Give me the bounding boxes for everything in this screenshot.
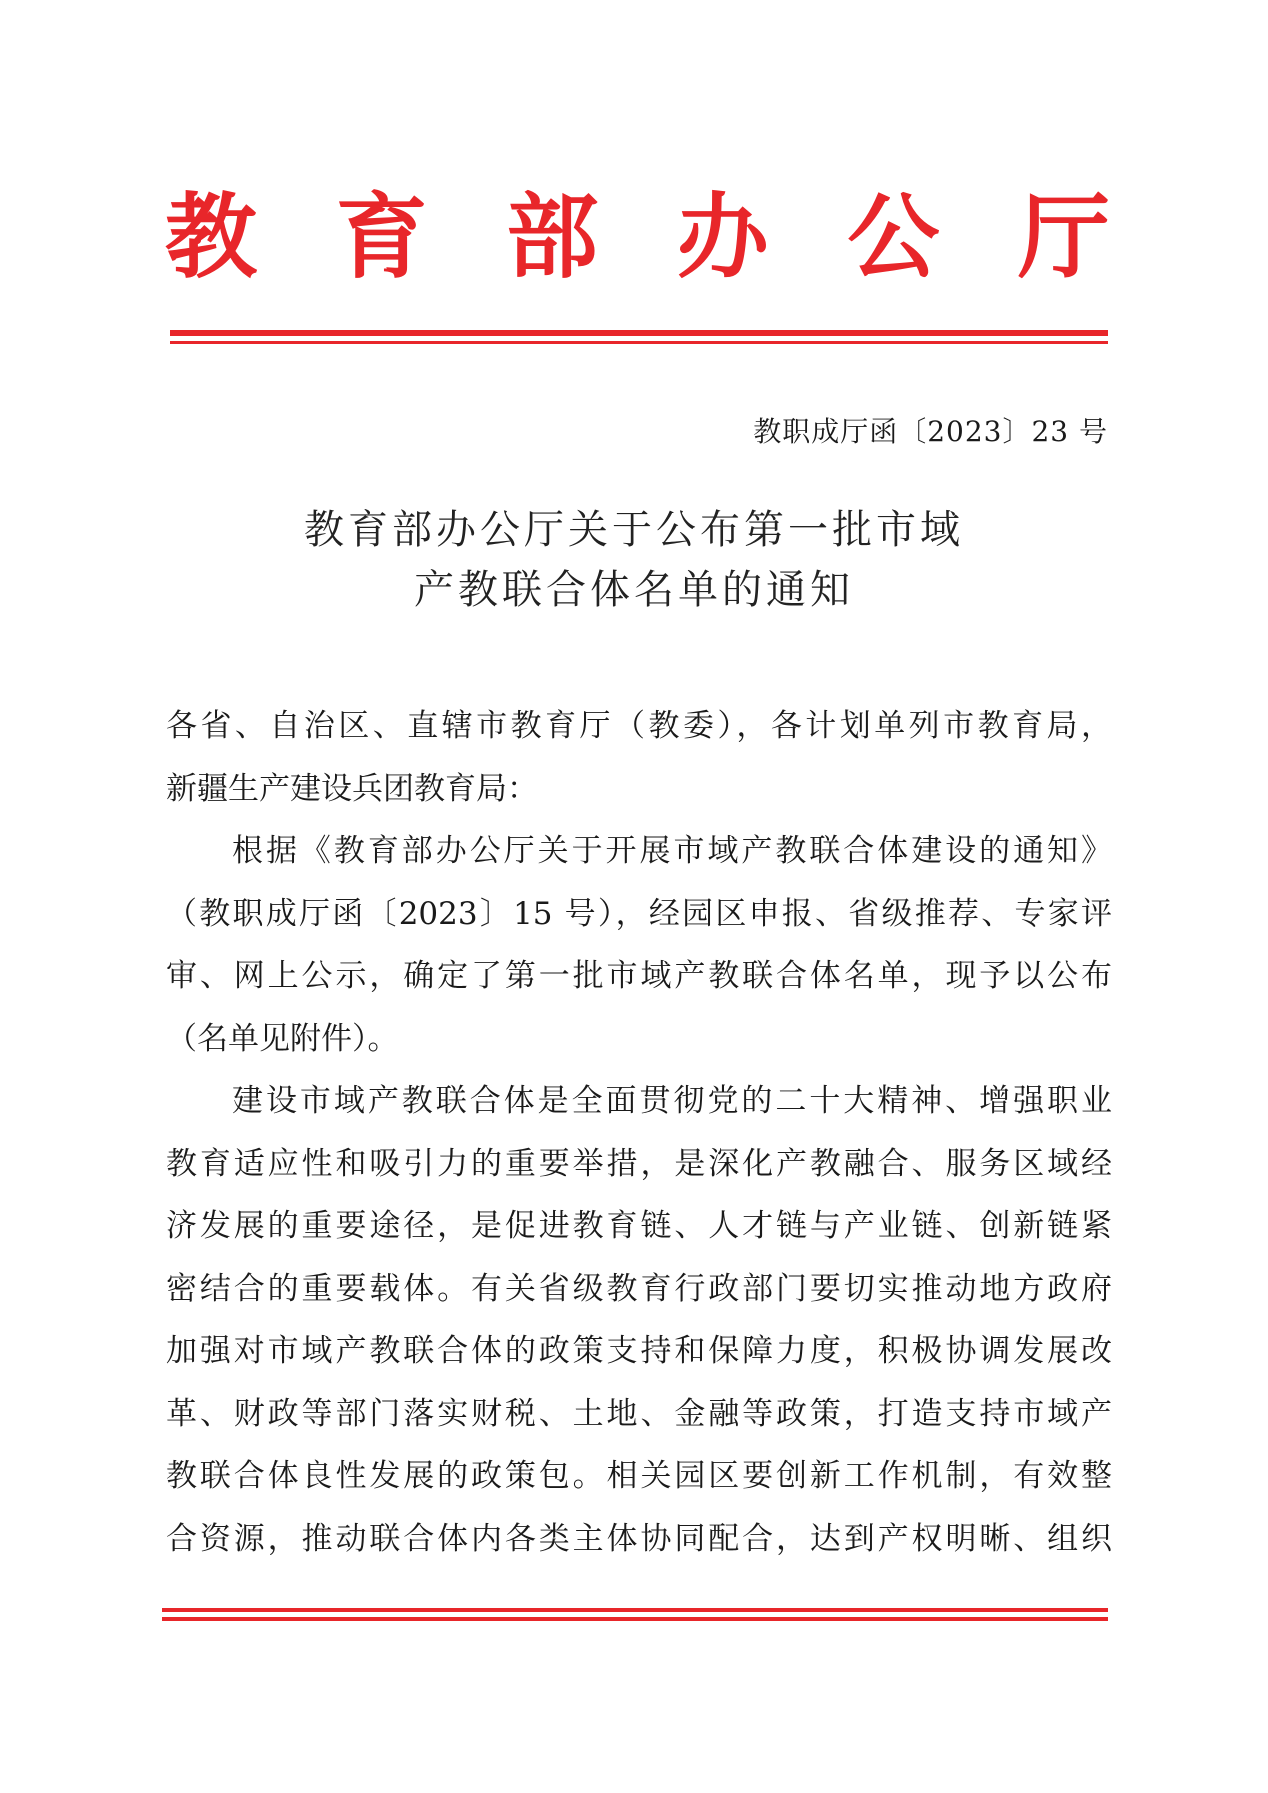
body-line: 根据《教育部办公厅关于开展市域产教联合体建设的通知》 xyxy=(232,833,1112,869)
body-line: 合资源，推动联合体内各类主体协同配合，达到产权明晰、组织 xyxy=(166,1520,1112,1557)
document-body xyxy=(166,695,1112,1570)
body-line: 密结合的重要载体。有关省级教育行政部门要切实推动地方政府 xyxy=(166,1270,1112,1307)
masthead-char: 公 xyxy=(847,184,940,291)
body-line: （名单见附件）。 xyxy=(166,1020,399,1057)
title-line: 产教联合体名单的通知 xyxy=(414,567,854,613)
masthead xyxy=(165,178,1110,298)
masthead-char: 厅 xyxy=(1017,184,1110,291)
body-line: 加强对市域产教联合体的政策支持和保障力度，积极协调发展改 xyxy=(166,1333,1112,1369)
document-title xyxy=(0,500,1268,620)
masthead-red-rule xyxy=(170,330,1108,344)
masthead-char: 部 xyxy=(506,184,599,291)
body-line: 建设市域产教联合体是全面贯彻党的二十大精神、增强职业 xyxy=(232,1083,1112,1119)
footer-red-rule xyxy=(162,1608,1108,1621)
masthead-char: 教 xyxy=(165,184,258,291)
red-rule-thin xyxy=(162,1617,1108,1621)
document-number: 教职成厅函〔2023〕23 号 xyxy=(753,415,1108,448)
body-line: 教联合体良性发展的政策包。相关园区要创新工作机制，有效整 xyxy=(166,1458,1112,1494)
title-line: 教育部办公厅关于公布第一批市域 xyxy=(304,507,964,553)
red-rule-thin xyxy=(170,341,1108,344)
masthead-char: 育 xyxy=(335,184,428,291)
body-line: 革、财政等部门落实财税、土地、金融等政策，打造支持市域产 xyxy=(166,1395,1112,1432)
body-line: 教育适应性和吸引力的重要举措，是深化产教融合、服务区域经 xyxy=(166,1145,1112,1182)
body-line-salutation: 各省、自治区、直辖市教育厅（教委），各计划单列市教育局， xyxy=(166,708,1112,744)
masthead-char: 办 xyxy=(676,184,769,291)
body-line: 审、网上公示，确定了第一批市域产教联合体名单，现予以公布 xyxy=(166,958,1112,994)
body-line: （教职成厅函〔2023〕15 号），经园区申报、省级推荐、专家评 xyxy=(166,895,1112,932)
body-line: 济发展的重要途径，是促进教育链、人才链与产业链、创新链紧 xyxy=(166,1208,1112,1244)
body-line-salutation: 新疆生产建设兵团教育局： xyxy=(166,770,538,807)
